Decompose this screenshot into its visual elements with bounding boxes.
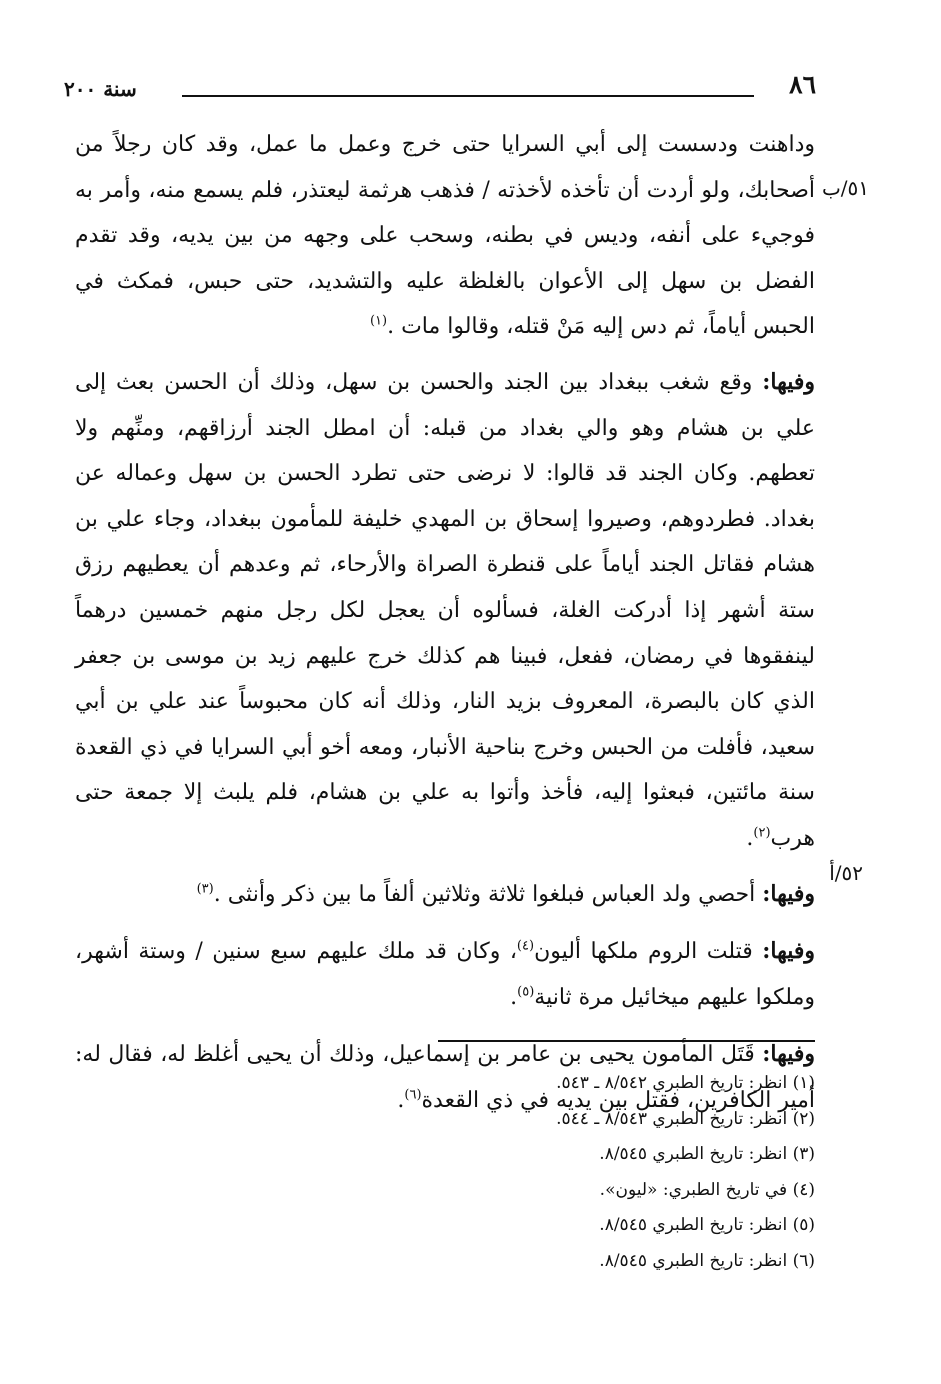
footnote-marker[interactable]: (٥) — [517, 984, 535, 1000]
main-text — [75, 122, 815, 1123]
header-rule — [182, 95, 754, 97]
paragraph-keyword: وفيها: — [762, 368, 815, 395]
paragraph-text: قَتَل المأمون يحيى بن عامر بن إسماعيل، وذلك أن يحيى أغلظ له، فقال له: أمير الكافرين، فقتل بين يديه في ذي القعدة — [75, 1042, 815, 1113]
paragraph-text: وداهنت ودسست إلى أبي السرايا حتى خرج وعمل ما عمل، وقد كان رجلاً من أصحابك، ولو أردت أن تأخذه لأخذته / فذهب هرثمة ليعتذر، فلم يسمع منه، وأمر به فوجيء على أنفه، وديس في بطنه، وسحب على وجهه من بين يديه، وقد تقدم الفضل بن سهل إلى الأعوان بالغلظة عليه والتشديد، حتى حبس، فمكث في الحبس أياماً، ثم دس إليه مَنْ قتله، وقالوا مات . — [75, 132, 815, 340]
footnote: (٦) انظر: تاريخ الطبري ٨/٥٤٥. — [599, 1250, 815, 1271]
paragraph-text: وقع شغب ببغداد بين الجند والحسن بن سهل، وذلك أن الحسن بعث إلى علي بن هشام وهو والي بغداد من قبله: أن امطل الجند أرزاقهم، ومنِّهم ولا تعطهم. وكان الجند قد قالوا: لا نرضى حتى تطرد الحسن بن سهل وعماله عن بغداد. فطردوهم، وصيروا إسحاق بن المهدي خليفة للمأمون ببغداد، وجاء علي بن هشام فقاتل الجند أياماً على قنطرة الصراة والأرحاء، ثم وعدهم أن يعطيهم رزق ستة أشهر إذا أدركت الغلة، فسألوه أن يعجل لكل رجل منهم خمسين درهماً لينفقوها في رمضان، ففعل، فبينا هم كذلك خرج عليهم زيد بن موسى بن جعفر الذي كان بالبصرة، المعروف بزيد النار، وذلك أنه كان محبوساً عند علي بن أبي سعيد، فأفلت من الحبس وخرج بناحية الأنبار، ومعه أخو أبي السرايا في ذي القعدة سنة مائتين، فبعثوا إليه، فأخذ وأتوا به علي بن هشام، فلم يلبث إلا جمعة حتى هرب — [75, 369, 815, 851]
paragraph-text: أحصي ولد العباس فبلغوا ثلاثة وثلاثين ألفاً ما بين ذكر وأنثى . — [213, 881, 763, 907]
footnote-marker[interactable]: (٦) — [404, 1087, 422, 1103]
paragraph-tail: . — [510, 984, 518, 1010]
paragraph-keyword: وفيها: — [762, 938, 815, 965]
running-head-year: سنة ٢٠٠ — [64, 77, 137, 101]
footnote-marker[interactable]: (٣) — [196, 881, 214, 897]
footnote: (٣) انظر: تاريخ الطبري ٨/٥٤٥. — [599, 1144, 815, 1164]
footnote: (١) انظر: تاريخ الطبري ٨/٥٤٢ ـ ٥٤٣. — [556, 1073, 815, 1093]
footnotes — [415, 1066, 815, 1279]
footnote-separator — [438, 1040, 815, 1042]
paragraph-tail: . — [397, 1087, 405, 1113]
footnote: (٤) في تاريخ الطبري: «ليون». — [599, 1179, 815, 1200]
paragraph — [75, 122, 815, 350]
page-number: ٨٦ — [789, 70, 816, 99]
paragraph-text: ، وكان قد ملك عليهم سبع سنين / وستة أشهر، وملكوا عليهم ميخائيل مرة ثانية — [75, 939, 815, 1010]
paragraph-text: قتلت الروم ملكها أليون — [534, 939, 763, 965]
paragraph — [75, 929, 815, 1020]
footnote-marker[interactable]: (١) — [369, 314, 388, 330]
footnote: (٢) انظر: تاريخ الطبري ٨/٥٤٣ ـ ٥٤٤. — [556, 1108, 815, 1129]
paragraph-keyword: وفيها: — [762, 1041, 815, 1068]
paragraph-tail: . — [746, 825, 754, 851]
margin-folio-note: ٥١/ب — [821, 176, 869, 200]
page-header — [64, 66, 816, 106]
margin-folio-note: ٥٢/أ — [829, 861, 863, 885]
footnote-marker[interactable]: (٢) — [753, 825, 771, 841]
paragraph — [75, 360, 815, 862]
footnote-marker[interactable]: (٤) — [516, 938, 535, 954]
paragraph-keyword: وفيها: — [762, 880, 815, 907]
footnote: (٥) انظر: تاريخ الطبري ٨/٥٤٥. — [599, 1215, 815, 1235]
paragraph — [75, 872, 815, 918]
